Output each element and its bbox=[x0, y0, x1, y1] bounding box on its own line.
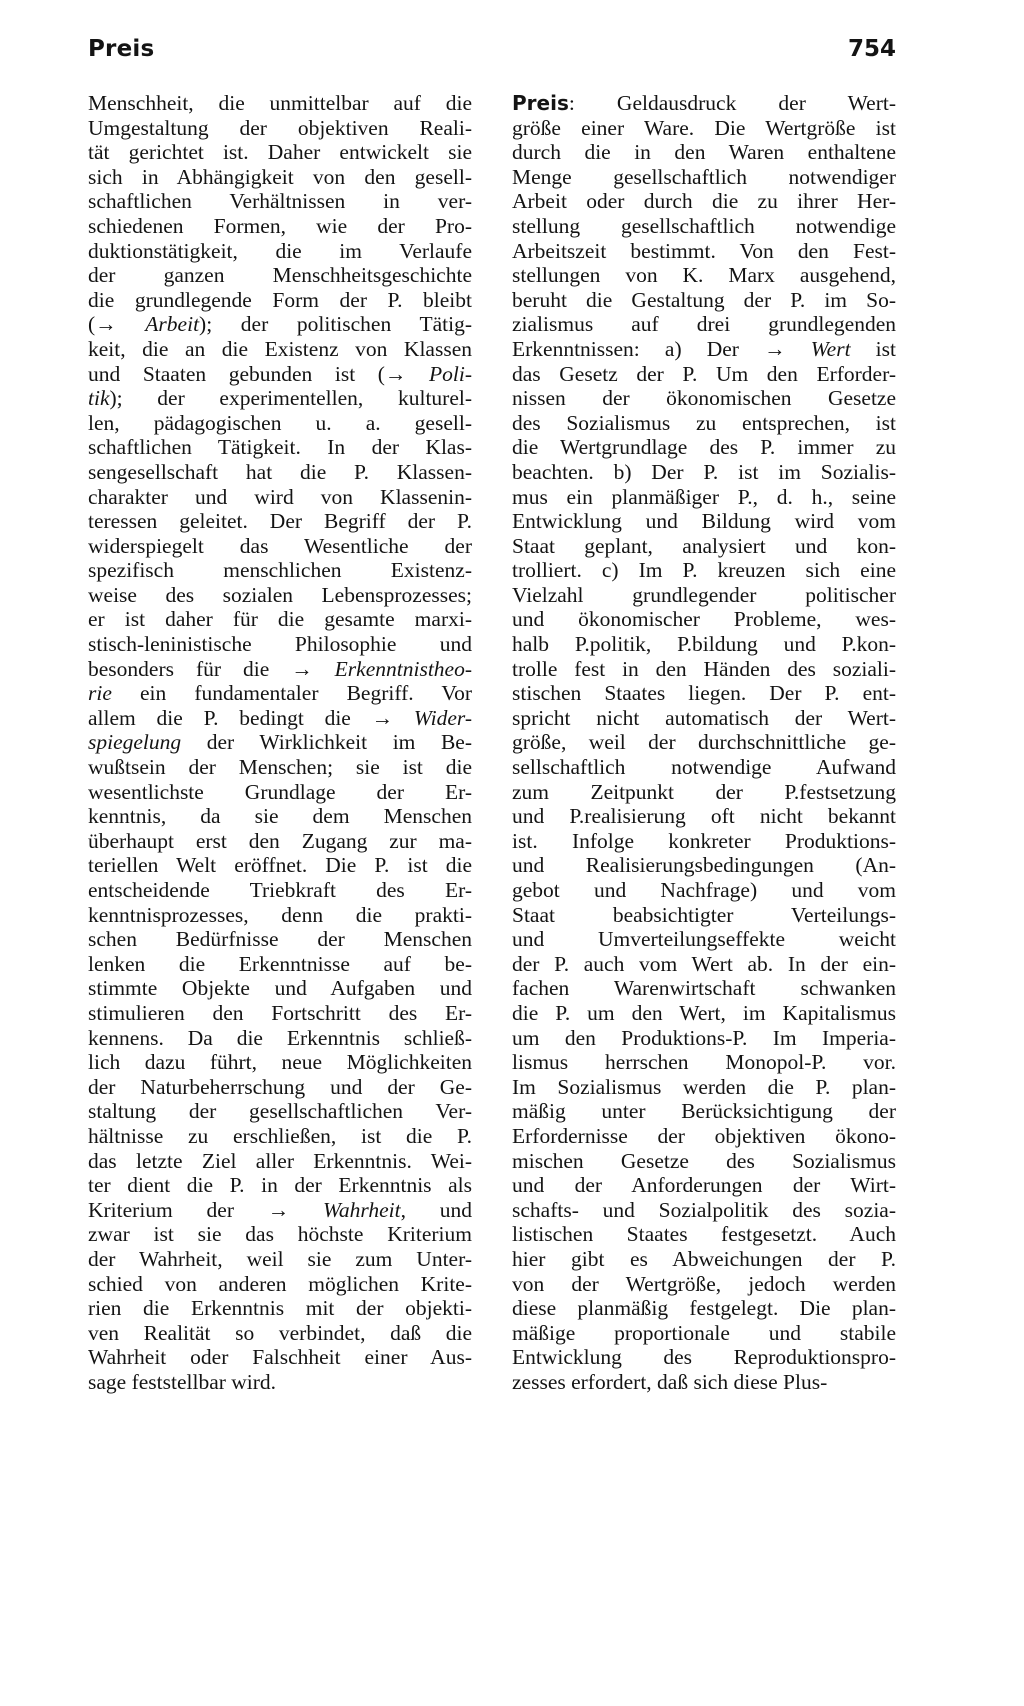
left-line-8: der ganzen Menschheitsgeschichte bbox=[88, 263, 472, 288]
left-line-52: Wahrheit oder Falschheit einer Aus- bbox=[88, 1345, 472, 1370]
right-line-4: Menge gesellschaftlich notwendiger bbox=[512, 164, 896, 189]
left-line-26: allem die P. bedingt die → Wider- bbox=[88, 705, 472, 730]
right-line-40: lismus herrschen Monopol-P. vor. bbox=[512, 1050, 896, 1075]
right-line-41: Im Sozialismus werden die P. plan- bbox=[512, 1074, 896, 1099]
left-line-19: widerspiegelt das Wesentliche der bbox=[88, 533, 472, 558]
left-line-32: teriellen Welt eröffnet. Die P. ist die bbox=[88, 853, 472, 878]
left-line-37: stimmte Objekte und Aufgaben und bbox=[88, 976, 472, 1001]
right-line-53: zesses erfordert, daß sich diese Plus- bbox=[512, 1369, 828, 1394]
cross-reference: spiegelung bbox=[88, 730, 182, 755]
right-line-35: und Umverteilungseffekte weicht bbox=[512, 927, 896, 952]
right-line-37: fachen Warenwirtschaft schwanken bbox=[512, 976, 896, 1001]
right-line-33: gebot und Nachfrage) und vom bbox=[512, 878, 896, 902]
left-line-27: spiegelung der Wirklichkeit im Be- bbox=[88, 730, 472, 755]
entry-term: Preis bbox=[512, 91, 569, 115]
page-number: 754 bbox=[847, 36, 896, 62]
left-line-25: rie ein fundamentaler Begriff. Vor bbox=[88, 681, 472, 706]
cross-reference: Poli- bbox=[429, 361, 472, 386]
right-line-10: zialismus auf drei grundlegenden bbox=[512, 312, 896, 337]
right-line-7: Arbeitszeit bestimmt. Von den Fest- bbox=[512, 238, 896, 263]
cross-reference: Wert bbox=[810, 336, 851, 361]
left-line-46: Kriterium der → Wahrheit, und bbox=[88, 1197, 472, 1222]
right-line-32: und Realisierungsbedingungen (An- bbox=[512, 853, 896, 878]
right-line-22: und ökonomischer Probleme, wes- bbox=[512, 607, 896, 632]
right-line-44: mischen Gesetze des Sozialismus bbox=[512, 1148, 896, 1173]
right-line-19: Staat geplant, analysiert und kon- bbox=[512, 533, 896, 558]
left-line-9: die grundlegende Form der P. bleibt bbox=[88, 287, 472, 312]
left-line-1: Menschheit, die unmittelbar auf die bbox=[88, 91, 472, 115]
left-line-24: besonders für die → Erkenntnistheo- bbox=[88, 656, 472, 681]
left-line-7: duktionstätigkeit, die im Verlaufe bbox=[88, 238, 472, 263]
left-line-17: charakter und wird von Klassenin- bbox=[88, 484, 472, 509]
left-line-11: keit, die an die Existenz von Klassen bbox=[88, 336, 472, 361]
left-line-49: schied von anderen möglichen Krite- bbox=[88, 1271, 472, 1296]
left-line-22: er ist daher für die gesamte marxi- bbox=[88, 607, 472, 632]
right-line-43: Erfordernisse der objektiven ökono- bbox=[512, 1123, 896, 1148]
right-line-6: stellung gesellschaftlich notwendige bbox=[512, 213, 896, 238]
right-line-27: größe, weil der durchschnittliche ge- bbox=[512, 730, 896, 755]
left-line-6: schiedenen Formen, wie der Pro- bbox=[88, 213, 472, 238]
left-line-23: stisch-leninistische Philosophie und bbox=[88, 632, 472, 657]
right-line-5: Arbeit oder durch die zu ihrer Her- bbox=[512, 189, 896, 214]
cross-reference: Wahrheit bbox=[322, 1197, 401, 1222]
right-line-21: Vielzahl grundlegender politischer bbox=[512, 582, 896, 607]
left-line-18: teressen geleitet. Der Begriff der P. bbox=[88, 509, 472, 534]
right-line-18: Entwicklung und Bildung wird vom bbox=[512, 509, 896, 534]
right-line-30: und P.realisierung oft nicht bekannt bbox=[512, 804, 896, 829]
right-line-11: Erkenntnissen: a) Der → Wert ist bbox=[512, 336, 896, 361]
left-line-5: schaftlichen Verhältnissen in ver- bbox=[88, 189, 472, 214]
right-line-14: des Sozialismus zu entsprechen, ist bbox=[512, 410, 896, 435]
left-line-40: lich dazu führt, neue Möglichkeiten bbox=[88, 1050, 472, 1075]
right-line-42: mäßig unter Berücksichtigung der bbox=[512, 1099, 896, 1124]
right-line-8: stellungen von K. Marx ausgehend, bbox=[512, 263, 896, 288]
left-line-31: überhaupt erst den Zugang zur ma- bbox=[88, 828, 472, 853]
right-line-31: ist. Infolge konkreter Produktions- bbox=[512, 828, 896, 853]
left-line-53: sage feststellbar wird. bbox=[88, 1369, 277, 1394]
left-line-15: schaftlichen Tätigkeit. In der Klas- bbox=[88, 435, 472, 460]
right-line-9: beruht die Gestaltung der P. im So- bbox=[512, 287, 896, 312]
right-line-39: um den Produktions-P. Im Imperia- bbox=[512, 1025, 896, 1050]
right-line-45: und der Anforderungen der Wirt- bbox=[512, 1173, 896, 1198]
left-line-10: (→ Arbeit); der politischen Tätig- bbox=[88, 312, 472, 337]
left-line-39: kennens. Da die Erkenntnis schließ- bbox=[88, 1025, 472, 1050]
left-line-2: Umgestaltung der objektiven Reali- bbox=[88, 115, 472, 140]
cross-reference: Arbeit bbox=[145, 312, 200, 337]
right-line-3: durch die in den Waren enthaltene bbox=[512, 140, 896, 165]
running-head-keyword: Preis bbox=[88, 36, 155, 62]
right-line-17: mus ein planmäßiger P., d. h., seine bbox=[512, 484, 896, 509]
right-line-50: diese planmäßig festgelegt. Die plan- bbox=[512, 1296, 896, 1321]
left-line-35: schen Bedürfnisse der Menschen bbox=[88, 927, 472, 952]
right-line-28: sellschaftlich notwendige Aufwand bbox=[512, 755, 896, 780]
right-line-51: mäßige proportionale und stabile bbox=[512, 1320, 896, 1345]
left-line-44: das letzte Ziel aller Erkenntnis. Wei- bbox=[88, 1148, 472, 1173]
left-line-45: ter dient die P. in der Erkenntnis als bbox=[88, 1173, 472, 1198]
right-line-26: spricht nicht automatisch der Wert- bbox=[512, 705, 896, 730]
right-line-15: die Wertgrundlage des P. immer zu bbox=[512, 435, 896, 460]
right-line-2: größe einer Ware. Die Wertgröße ist bbox=[512, 115, 896, 140]
cross-reference: rie bbox=[88, 681, 112, 706]
left-line-41: der Naturbeherrschung und der Ge- bbox=[88, 1074, 472, 1099]
right-line-20: trolliert. c) Im P. kreuzen sich eine bbox=[512, 558, 896, 583]
left-line-3: tät gerichtet ist. Daher entwickelt sie bbox=[88, 140, 472, 165]
left-text-column bbox=[88, 91, 472, 1394]
right-line-34: Staat beabsichtigter Verteilungs- bbox=[512, 902, 896, 927]
left-line-13: tik); der experimentellen, kulturel- bbox=[88, 386, 472, 411]
left-line-4: sich in Abhängigkeit von den gesell- bbox=[88, 164, 472, 189]
left-line-14: len, pädagogischen u. a. gesell- bbox=[88, 410, 472, 435]
left-line-47: zwar ist sie das höchste Kriterium bbox=[88, 1222, 472, 1247]
cross-reference: Wider- bbox=[413, 705, 472, 730]
right-line-47: listischen Staates festgesetzt. Auch bbox=[512, 1222, 896, 1247]
left-line-36: lenken die Erkenntnisse auf be- bbox=[88, 951, 472, 976]
left-line-12: und Staaten gebunden ist (→ Poli- bbox=[88, 361, 472, 386]
right-line-1: Preis: Geldausdruck der Wert- bbox=[512, 91, 896, 115]
left-line-51: ven Realität so verbindet, daß die bbox=[88, 1320, 472, 1345]
right-line-24: trolle fest in den Händen des soziali- bbox=[512, 656, 896, 681]
left-line-38: stimulieren den Fortschritt des Er- bbox=[88, 1000, 472, 1025]
left-line-16: sengesellschaft hat die P. Klassen- bbox=[88, 459, 472, 484]
cross-reference: Erkenntnistheo- bbox=[334, 656, 472, 681]
right-text-column bbox=[512, 91, 896, 1394]
right-line-12: das Gesetz der P. Um den Erforder- bbox=[512, 361, 896, 386]
cross-reference: tik bbox=[88, 386, 110, 411]
left-line-50: rien die Erkenntnis mit der objekti- bbox=[88, 1296, 472, 1321]
left-line-28: wußtsein der Menschen; sie ist die bbox=[88, 755, 472, 780]
left-line-43: hältnisse zu erschließen, ist die P. bbox=[88, 1123, 472, 1148]
right-line-13: nissen der ökonomischen Gesetze bbox=[512, 386, 896, 411]
left-line-48: der Wahrheit, weil sie zum Unter- bbox=[88, 1246, 472, 1271]
left-line-29: wesentlichste Grundlage der Er- bbox=[88, 779, 472, 804]
right-line-16: beachten. b) Der P. ist im Sozialis- bbox=[512, 459, 896, 484]
left-line-34: kenntnisprozesses, denn die prakti- bbox=[88, 902, 472, 927]
left-line-33: entscheidende Triebkraft des Er- bbox=[88, 878, 472, 902]
left-line-30: kenntnis, da sie dem Menschen bbox=[88, 804, 472, 829]
right-line-36: der P. auch vom Wert ab. In der ein- bbox=[512, 951, 896, 976]
left-line-21: weise des sozialen Lebensprozesses; bbox=[88, 582, 472, 607]
right-line-29: zum Zeitpunkt der P.festsetzung bbox=[512, 779, 896, 804]
right-line-48: hier gibt es Abweichungen der P. bbox=[512, 1246, 896, 1271]
right-line-38: die P. um den Wert, im Kapitalismus bbox=[512, 1000, 896, 1025]
left-line-20: spezifisch menschlichen Existenz- bbox=[88, 558, 472, 583]
right-line-23: halb P.politik, P.bildung und P.kon- bbox=[512, 632, 896, 657]
right-line-49: von der Wertgröße, jedoch werden bbox=[512, 1271, 896, 1296]
right-line-25: stischen Staates liegen. Der P. ent- bbox=[512, 681, 896, 706]
left-line-42: staltung der gesellschaftlichen Ver- bbox=[88, 1099, 472, 1124]
page-header bbox=[88, 36, 896, 70]
right-line-46: schafts- und Sozialpolitik des sozia- bbox=[512, 1197, 896, 1222]
right-line-52: Entwicklung des Reproduktionspro- bbox=[512, 1345, 896, 1370]
